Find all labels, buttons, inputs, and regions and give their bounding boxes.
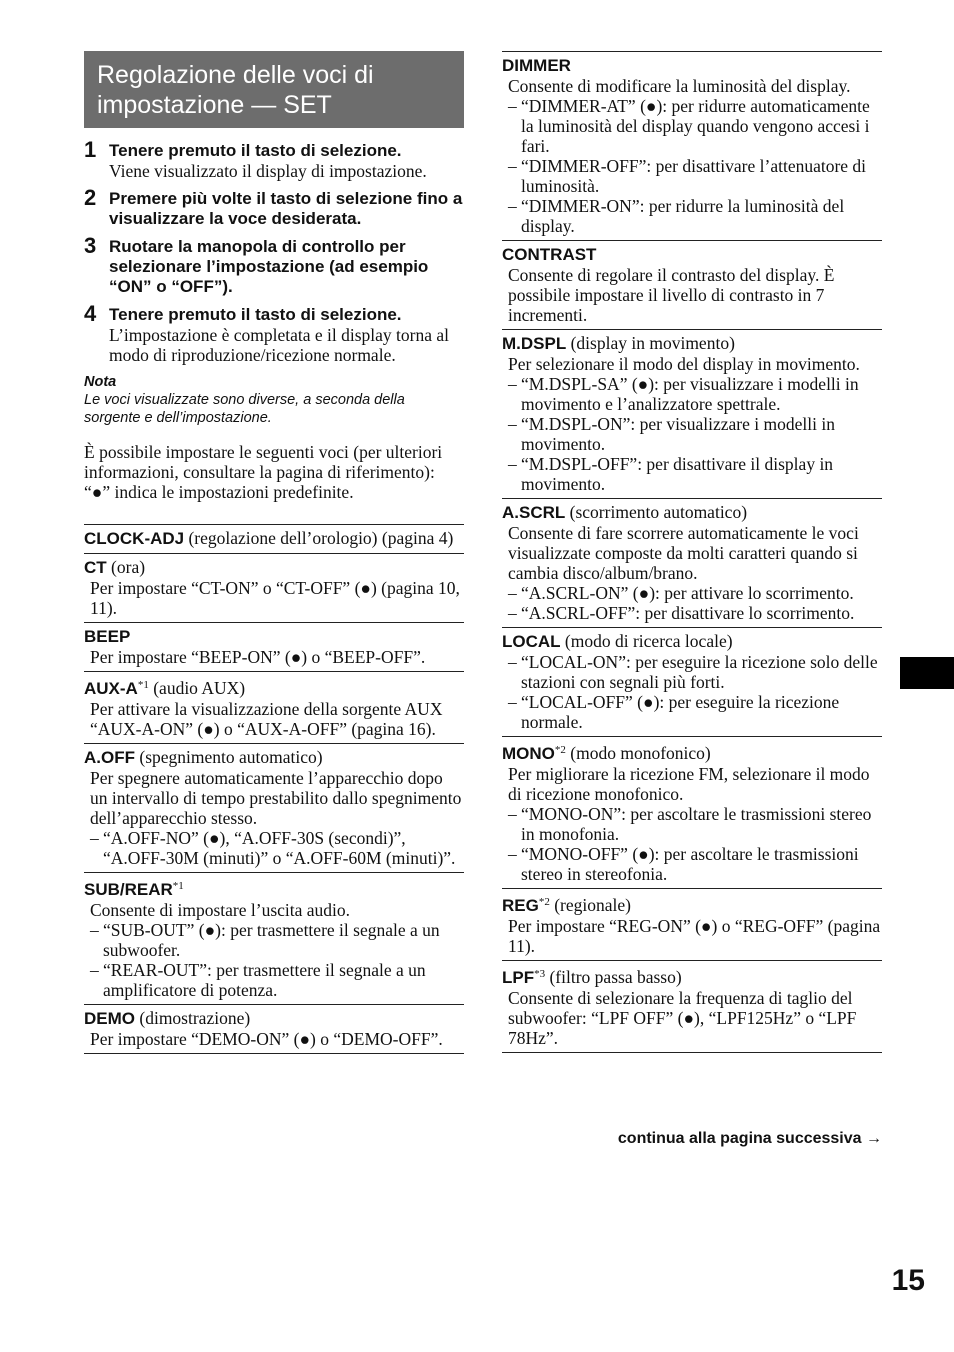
setting-item [84, 873, 464, 1005]
left-column [84, 51, 464, 1054]
setting-description: Per migliorare la ricezione FM, selezionare il modo di ricezione monofonico. [508, 764, 870, 804]
setting-heading [84, 747, 464, 768]
settings-list-left [84, 524, 464, 1054]
setting-qualifier: (regionale) [549, 895, 631, 915]
setting-option: – “A.SCRL-OFF”: per disattivare lo scorrimento. [502, 603, 882, 623]
setting-term: LOCAL [502, 632, 561, 651]
setting-term: CONTRAST [502, 245, 597, 264]
setting-term: M.DSPL [502, 334, 567, 353]
footnote-marker: *2 [554, 744, 566, 756]
page-number: 15 [891, 1264, 925, 1297]
setting-heading [84, 876, 464, 900]
setting-term: DIMMER [502, 56, 571, 75]
step-title: Premere più volte il tasto di selezione fino a visualizzare la voce desiderata. [109, 189, 463, 228]
setting-qualifier: (modo di ricerca locale) [560, 631, 733, 651]
setting-term: MONO [502, 744, 555, 763]
setting-term: REG [502, 896, 539, 915]
setting-term: DEMO [84, 1009, 135, 1028]
setting-item [502, 737, 882, 889]
intro-line-2: “●” indica le impostazioni predefinite. [84, 482, 354, 502]
setting-qualifier: (regolazione dell’orologio) (pagina 4) [184, 528, 454, 548]
setting-description: Per selezionare il modo del display in movimento. [508, 354, 860, 374]
setting-option: – “SUB-OUT” (●): per trasmettere il segnale a un subwoofer. [84, 920, 464, 960]
side-tab-marker [900, 657, 954, 689]
setting-description: Consente di modificare la luminosità del display. [508, 76, 851, 96]
step-title: Ruotare la manopola di controllo per selezionare l’impostazione (ad esempio “ON” o “OFF”). [109, 237, 429, 296]
setting-heading [502, 55, 882, 76]
setting-term: AUX-A [84, 679, 138, 698]
note-label: Nota [84, 374, 117, 390]
intro-line-1: È possibile impostare le seguenti voci (per ulteriori informazioni, consultare la pagina di riferimento): [84, 442, 443, 482]
setting-heading [502, 631, 882, 652]
setting-heading [84, 675, 464, 699]
setting-option: – “A.SCRL-ON” (●): per attivare lo scorrimento. [502, 583, 882, 603]
section-title-line-1: Regolazione delle voci di [97, 61, 374, 89]
setting-option: – “A.OFF-NO” (●), “A.OFF-30S (secondi)”, “A.OFF-30M (minuti)” o “A.OFF-60M (minuti)”. [84, 828, 464, 868]
step-4 [84, 301, 464, 365]
setting-item [84, 672, 464, 744]
setting-option: – “DIMMER-OFF”: per disattivare l’attenuatore di luminosità. [502, 156, 882, 196]
setting-qualifier: (ora) [106, 557, 146, 577]
setting-description: Consente di selezionare la frequenza di taglio del subwoofer: “LPF OFF” (●), “LPF125Hz” o “LPF 78Hz”. [508, 988, 857, 1048]
setting-heading [502, 502, 882, 523]
right-column [502, 51, 882, 1053]
setting-term: CT [84, 558, 107, 577]
setting-option: – “DIMMER-ON”: per ridurre la luminosità del display. [502, 196, 882, 236]
setting-item [84, 1005, 464, 1054]
setting-term: LPF [502, 968, 535, 987]
setting-heading [502, 964, 882, 988]
settings-list-right [502, 51, 882, 1053]
step-description: Viene visualizzato il display di impostazione. [109, 161, 427, 181]
step-number: 2 [84, 185, 97, 210]
setting-option: – “MONO-ON”: per ascoltare le trasmissioni stereo in monofonia. [502, 804, 882, 844]
steps-list [84, 137, 464, 365]
setting-option: – “M.DSPL-OFF”: per disattivare il display in movimento. [502, 454, 882, 494]
setting-option: – “DIMMER-AT” (●): per ridurre automaticamente la luminosità del display quando vengono accesi i fari. [502, 96, 882, 156]
setting-qualifier: (display in movimento) [566, 333, 735, 353]
setting-option: – “REAR-OUT”: per trasmettere il segnale a un amplificatore di potenza. [84, 960, 464, 1000]
setting-description: Per impostare “CT-ON” o “CT-OFF” (●) (pagina 10, 11). [90, 578, 460, 618]
setting-option: – “M.DSPL-SA” (●): per visualizzare i modelli in movimento e l’analizzatore spettrale. [502, 374, 882, 414]
setting-qualifier: (spegnimento automatico) [135, 747, 323, 767]
setting-heading [84, 557, 464, 578]
setting-description: Consente di fare scorrere automaticamente le voci visualizzate composte da molti caratteri quando si cambia disco/album/brano. [508, 523, 859, 583]
setting-item [502, 961, 882, 1053]
setting-description: Consente di impostare l’uscita audio. [90, 900, 351, 920]
note-text: Le voci visualizzate sono diverse, a seconda della sorgente e dell’impostazione. [84, 392, 405, 426]
setting-option: – “LOCAL-OFF” (●): per eseguire la ricezione normale. [502, 692, 882, 732]
continue-note: continua alla pagina successiva → [617, 1130, 882, 1147]
setting-heading [84, 626, 464, 647]
section-title [84, 51, 464, 128]
setting-item [502, 628, 882, 737]
setting-term: A.OFF [84, 748, 135, 767]
setting-item [502, 241, 882, 330]
setting-option: – “MONO-OFF” (●): per ascoltare le trasmissioni stereo in stereofonia. [502, 844, 882, 884]
setting-description: Per impostare “DEMO-ON” (●) o “DEMO-OFF”. [90, 1029, 443, 1049]
intro-text [84, 442, 464, 502]
step-2 [84, 185, 464, 229]
step-title: Tenere premuto il tasto di selezione. [109, 141, 402, 160]
setting-term: BEEP [84, 627, 131, 646]
setting-term: A.SCRL [502, 503, 566, 522]
setting-description: Per spegnere automaticamente l’apparecchio dopo un intervallo di tempo prestabilito dallo spegnimento dell’apparecchio stesso. [90, 768, 462, 828]
step-number: 1 [84, 137, 97, 162]
setting-option: – “LOCAL-ON”: per eseguire la ricezione solo delle stazioni con segnali più forti. [502, 652, 882, 692]
setting-item [84, 623, 464, 672]
setting-item [84, 554, 464, 623]
note-block [84, 373, 464, 427]
setting-item [502, 499, 882, 628]
setting-heading [502, 333, 882, 354]
step-number: 4 [84, 301, 97, 326]
setting-item [502, 52, 882, 241]
step-description: L’impostazione è completata e il display torna al modo di riproduzione/ricezione normale. [109, 325, 450, 365]
setting-option: – “M.DSPL-ON”: per visualizzare i modelli in movimento. [502, 414, 882, 454]
setting-heading [502, 892, 882, 916]
section-title-line-2: impostazione — SET [97, 91, 332, 119]
setting-heading [84, 1008, 464, 1029]
footnote-marker: *3 [534, 968, 546, 980]
step-title: Tenere premuto il tasto di selezione. [109, 305, 402, 324]
setting-qualifier: (dimostrazione) [135, 1008, 251, 1028]
setting-item [502, 330, 882, 499]
setting-description: Per attivare la visualizzazione della sorgente AUX “AUX-A-ON” (●) o “AUX-A-OFF” (pagina 16). [90, 699, 443, 739]
setting-qualifier: (audio AUX) [148, 678, 246, 698]
setting-term: CLOCK-ADJ [84, 529, 185, 548]
step-1 [84, 137, 464, 181]
setting-item [502, 889, 882, 961]
setting-description: Per impostare “REG-ON” (●) o “REG-OFF” (pagina 11). [508, 916, 881, 956]
footnote-marker: *1 [172, 880, 184, 892]
setting-description: Per impostare “BEEP-ON” (●) o “BEEP-OFF”. [90, 647, 426, 667]
setting-item [84, 744, 464, 873]
setting-heading [502, 244, 882, 265]
setting-heading [502, 740, 882, 764]
setting-heading [84, 528, 464, 549]
setting-qualifier: (modo monofonico) [565, 743, 711, 763]
setting-qualifier: (scorrimento automatico) [565, 502, 748, 522]
footnote-marker: *2 [538, 896, 550, 908]
setting-item [84, 525, 464, 554]
footnote-marker: *1 [137, 679, 149, 691]
setting-qualifier: (filtro passa basso) [545, 967, 682, 987]
setting-description: Consente di regolare il contrasto del display. È possibile impostare il livello di contrasto in 7 incrementi. [508, 265, 835, 325]
setting-term: SUB/REAR [84, 880, 173, 899]
step-number: 3 [84, 233, 97, 258]
step-3 [84, 233, 464, 297]
